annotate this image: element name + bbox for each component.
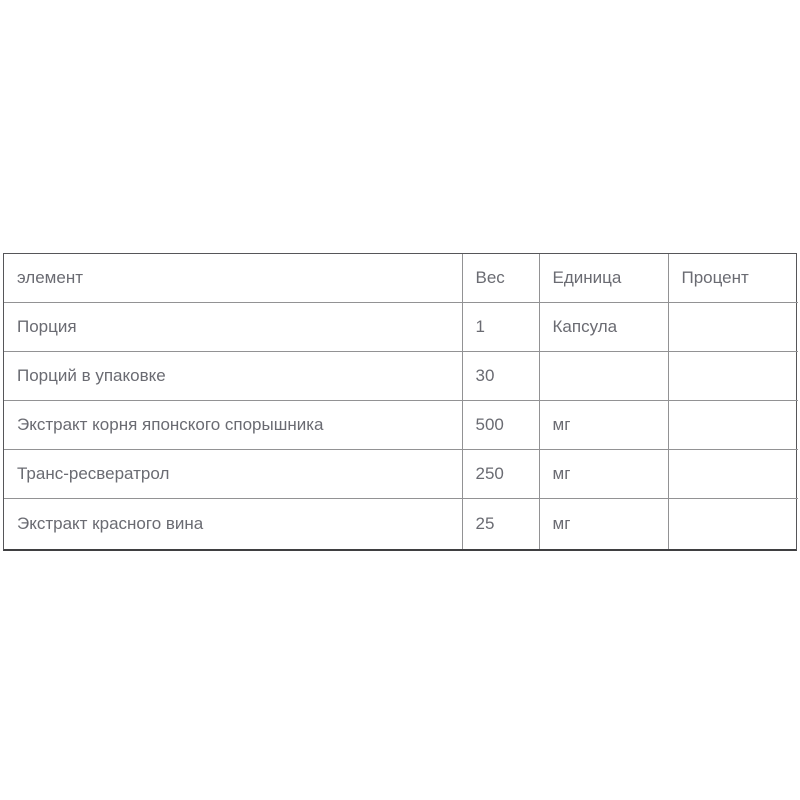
column-header-percent: Процент bbox=[668, 254, 798, 303]
supplement-facts-table bbox=[4, 254, 798, 549]
cell-percent bbox=[668, 352, 798, 401]
table-row bbox=[4, 499, 798, 550]
cell-element: Транс-ресвератрол bbox=[4, 450, 462, 499]
cell-element: Порция bbox=[4, 303, 462, 352]
cell-weight: 1 bbox=[462, 303, 539, 352]
cell-element: Экстракт корня японского спорышника bbox=[4, 401, 462, 450]
table-row bbox=[4, 303, 798, 352]
table-row bbox=[4, 352, 798, 401]
cell-unit: мг bbox=[539, 401, 668, 450]
supplement-facts-table-frame bbox=[3, 253, 797, 551]
cell-unit: мг bbox=[539, 450, 668, 499]
cell-unit bbox=[539, 352, 668, 401]
cell-percent bbox=[668, 499, 798, 550]
cell-element: Экстракт красного вина bbox=[4, 499, 462, 550]
cell-weight: 25 bbox=[462, 499, 539, 550]
table-row bbox=[4, 401, 798, 450]
cell-percent bbox=[668, 401, 798, 450]
cell-element: Порций в упаковке bbox=[4, 352, 462, 401]
table-header-row bbox=[4, 254, 798, 303]
cell-weight: 250 bbox=[462, 450, 539, 499]
cell-weight: 30 bbox=[462, 352, 539, 401]
cell-weight: 500 bbox=[462, 401, 539, 450]
column-header-element: элемент bbox=[4, 254, 462, 303]
cell-unit: мг bbox=[539, 499, 668, 550]
cell-unit: Капсула bbox=[539, 303, 668, 352]
cell-percent bbox=[668, 303, 798, 352]
column-header-weight: Вес bbox=[462, 254, 539, 303]
column-header-unit: Единица bbox=[539, 254, 668, 303]
table-row bbox=[4, 450, 798, 499]
cell-percent bbox=[668, 450, 798, 499]
